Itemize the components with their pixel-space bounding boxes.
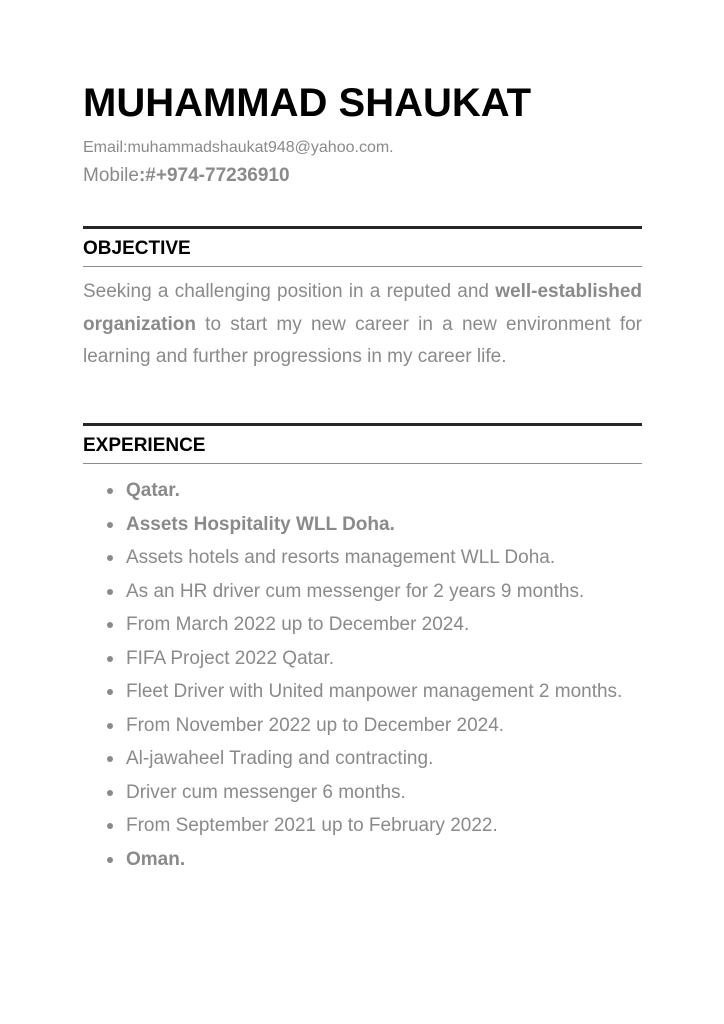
experience-list: [83, 474, 642, 876]
bullet-icon: [107, 689, 113, 695]
list-item-text: From March 2022 up to December 2024.: [126, 614, 470, 635]
objective-text-part3: to start my new career in a new environment for learning and further progressions in my career life.: [83, 313, 642, 367]
experience-top-rule: [83, 423, 642, 426]
objective-top-rule: [83, 226, 642, 229]
list-item: [83, 474, 642, 508]
mobile-line: [83, 165, 290, 187]
list-item-text: Driver cum messenger 6 months.: [126, 781, 406, 803]
list-item-text: FIFA Project 2022 Qatar.: [126, 647, 335, 669]
bullet-icon: [107, 488, 113, 494]
list-item: [83, 508, 642, 542]
list-item-text: As an HR driver cum messenger for 2 years 9 months.: [126, 580, 585, 602]
bullet-icon: [107, 823, 113, 829]
experience-heading: EXPERIENCE: [83, 435, 206, 456]
list-item: [83, 843, 642, 877]
list-item: [83, 776, 642, 810]
objective-text-part1: Seeking a challenging position in a reputed and: [83, 281, 496, 302]
list-item-text: From September 2021 up to February 2022.: [126, 815, 498, 836]
objective-paragraph: [83, 276, 642, 374]
email-text: Email:muhammadshaukat948@yahoo.com.: [83, 139, 394, 156]
list-item-text: Oman.: [126, 848, 186, 870]
list-item: [83, 742, 642, 776]
objective-heading: OBJECTIVE: [83, 238, 191, 259]
experience-bottom-rule: [83, 463, 642, 464]
list-item-text: Al-jawaheel Trading and contracting.: [126, 748, 434, 769]
list-item: [83, 809, 642, 843]
mobile-number: :#+974-77236910: [138, 165, 290, 186]
objective-text-bold: well-established organization: [83, 281, 642, 335]
bullet-icon: [107, 723, 113, 729]
candidate-name: MUHAMMAD SHAUKAT: [83, 81, 532, 125]
list-item-text: Assets hotels and resorts management WLL Doha.: [126, 547, 556, 568]
list-item: [83, 675, 642, 709]
list-item: [83, 575, 642, 609]
list-item: [83, 608, 642, 642]
bullet-icon: [107, 656, 113, 662]
bullet-icon: [107, 790, 113, 796]
bullet-icon: [107, 622, 113, 628]
bullet-icon: [107, 555, 113, 561]
list-item: [83, 541, 642, 575]
bullet-icon: [107, 589, 113, 595]
bullet-icon: [107, 522, 113, 528]
bullet-icon: [107, 756, 113, 762]
list-item: [83, 709, 642, 743]
bullet-icon: [107, 857, 113, 863]
list-item-text: Assets Hospitality WLL Doha.: [126, 513, 395, 535]
list-item: [83, 642, 642, 676]
list-item-text: Qatar.: [126, 480, 180, 501]
list-item-text: Fleet Driver with United manpower management 2 months.: [126, 681, 623, 702]
objective-bottom-rule: [83, 266, 642, 267]
list-item-text: From November 2022 up to December 2024.: [126, 714, 505, 736]
mobile-label: Mobile: [83, 165, 139, 186]
